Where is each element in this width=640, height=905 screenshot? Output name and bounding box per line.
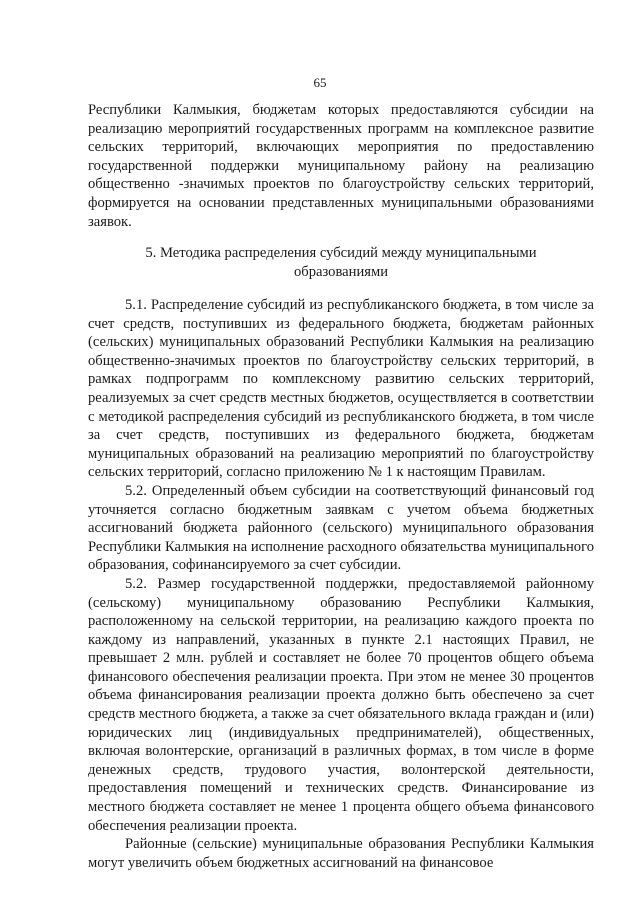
page-number: 65 [313, 75, 327, 90]
paragraph-5-2-volume: 5.2. Определенный объем субсидии на соответствующий финансовый год уточняется согласно бюджетным заявкам с учетом объема бюджетных ассигнований бюджета районного (сельского) муниципального образования Республики Калмыкия на исполнение расходного обязательства муниципального образования, софинансируемого за счет субсидии. [88, 482, 594, 574]
intro-paragraph: Республики Калмыкия, бюджетам которых предоставляются субсидии на реализацию мероприятий государственных программ на комплексное развитие сельских территорий, включающих мероприятия по предоставлению государственной поддержки муниципальному району на реализацию общественно -значимых проектов по благоустройству сельских территорий, формируется на основании представленных муниципальными образованиями заявок. [88, 102, 594, 230]
intro-block [88, 101, 594, 231]
section-body [88, 296, 594, 872]
paragraph-5-1: 5.1. Распределение субсидий из республиканского бюджета, в том числе за счет средств, поступивших из федерального бюджета, бюджетам районных (сельских) муниципальных образований Республики Калмыкия на реализацию общественно-значимых проектов по благоустройству сельских территорий, в рамках подпрограмм по комплексному развитию сельских территорий, реализуемых за счет средств местных бюджетов, осуществляется в соответствии с методикой распределения субсидий из республиканского бюджета, в том числе за счет средств, поступивших из федерального бюджета, бюджетам муниципальных образований на реализацию мероприятий по благоустройству сельских территорий, согласно приложению № 1 к настоящим Правилам. [88, 297, 594, 481]
section-heading-line-1: 5. Методика распределения субсидий между муниципальными [145, 245, 537, 261]
paragraph-district-formations: Районные (сельские) муниципальные образования Республики Калмыкия могут увеличить объем бюджетных ассигнований на финансовое [88, 836, 594, 871]
paragraph-5-2-support: 5.2. Размер государственной поддержки, предоставляемой районному (сельскому) муниципальному образованию Республики Калмыкия, расположенному на сельской территории, на реализацию каждого проекта по каждому из направлений, указанных в пункте 2.1 настоящих Правил, не превышает 2 млн. рублей и составляет не более 70 процентов общего объема финансового обеспечения реализации проекта. При этом не менее 30 процентов объема финансирования реализации проекта должно быть обеспечено за счет средств местного бюджета, а также за счет обязательного вклада граждан и (или) юридических лиц (индивидуальных предпринимателей), общественных, включая волонтерские, организаций в различных формах, в том числе в форме денежных средств, трудового участия, волонтерской деятельности, предоставления помещений и технических средств. Финансирование из местного бюджета составляет не менее 1 процента общего объема финансового обеспечения реализации проекта. [88, 575, 594, 834]
section-heading-line-2: образованиями [293, 264, 389, 280]
section-heading [88, 244, 594, 282]
